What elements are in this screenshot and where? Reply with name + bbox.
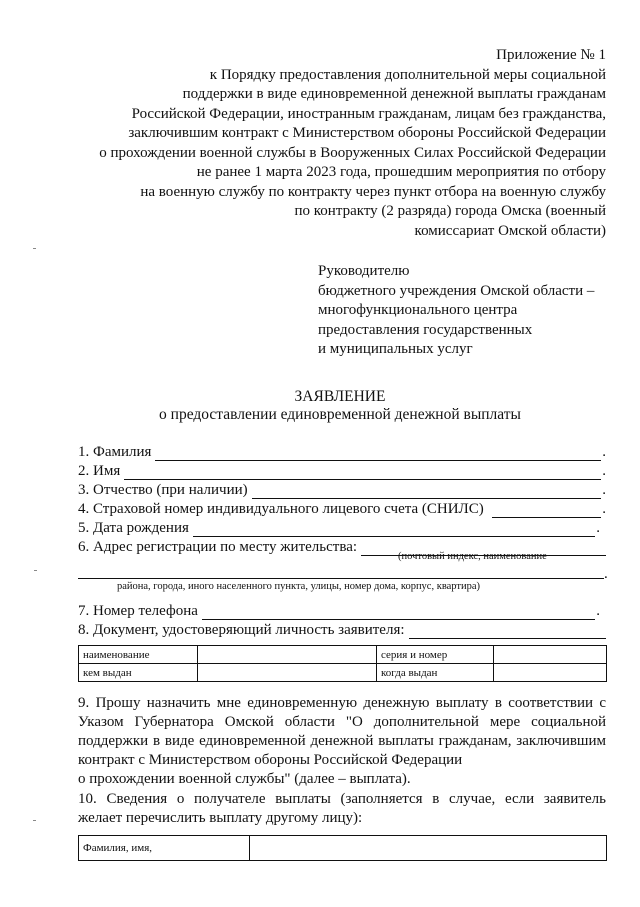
request-paragraph-end: о прохождении военной службы" (далее – выплата). [78, 771, 411, 787]
addressee-line: и муниципальных услуг [318, 341, 473, 357]
addressee-line: Руководителю [318, 263, 410, 279]
table-input-cell[interactable] [250, 836, 607, 861]
name-label: 2. Имя [78, 463, 121, 479]
field-period: . [602, 463, 606, 479]
appendix-line: поддержки в виде единовременной денежной выплаты гражданам [182, 86, 606, 102]
table-label-cell: серия и номер [377, 646, 494, 664]
appendix-line: к Порядку предоставления дополнительной меры социальной [209, 66, 606, 83]
table-input-cell[interactable] [198, 646, 377, 664]
snils-field[interactable] [78, 500, 606, 518]
field-period: . [602, 501, 606, 517]
recipient-table [78, 835, 607, 861]
request-paragraph: 9. Прошу назначить мне единовременную денежную выплату в соответствии с Указом Губернатора Омской области "О дополнительной мере социальной поддержки в виде единовременной денежной выплаты гражданам, заключившим контракт с Министерством обороны Российской Федерации [78, 695, 606, 768]
table-label-cell: Фамилия, имя, [79, 836, 250, 861]
phone-field[interactable] [78, 602, 600, 620]
appendix-line: по контракту (2 разряда) города Омска (военный [294, 203, 606, 219]
appendix-line: не ранее 1 марта 2023 года, прошедшим мероприятия по отбору [196, 164, 606, 180]
birth-date-label: 5. Дата рождения [78, 520, 189, 536]
address-hint-1: (почтовый индекс, наименование [398, 551, 547, 562]
name-input-line[interactable] [124, 465, 601, 480]
recipient-paragraph-end: желает перечислить выплату другому лицу): [78, 810, 363, 826]
document-subtitle: о предоставлении единовременной денежной выплаты [159, 406, 521, 423]
appendix-line: на военную службу по контракту через пункт отбора на военную службу [140, 183, 606, 200]
table-row [79, 664, 607, 682]
scan-speck [34, 570, 37, 571]
appendix-line: комиссариат Омской области) [414, 222, 606, 239]
appendix-line: о прохождении военной службы в Вооруженных Силах Российской Федерации [99, 144, 606, 161]
phone-input-line[interactable] [202, 605, 595, 620]
field-period: . [596, 603, 600, 619]
patronymic-label: 3. Отчество (при наличии) [78, 482, 248, 498]
phone-label: 7. Номер телефона [78, 603, 198, 619]
address-label: 6. Адрес регистрации по месту жительства: [78, 539, 358, 555]
table-label-cell: когда выдан [377, 664, 494, 682]
address-input-line-2[interactable] [78, 578, 604, 579]
patronymic-input-line[interactable] [252, 484, 602, 499]
table-label-cell: кем выдан [79, 664, 198, 682]
document-title: ЗАЯВЛЕНИЕ [294, 388, 386, 405]
patronymic-field[interactable] [78, 481, 606, 499]
table-input-cell[interactable] [198, 664, 377, 682]
table-row [79, 836, 607, 861]
address-hint-2: района, города, иного населенного пункта, улицы, номер дома, корпус, квартира) [117, 581, 481, 592]
table-input-cell[interactable] [494, 664, 607, 682]
snils-label: 4. Страховой номер индивидуального лицевого счета (СНИЛС) [78, 501, 484, 517]
addressee-line: бюджетного учреждения Омской области – [318, 282, 595, 299]
field-period: . [604, 566, 608, 582]
id-document-input-line[interactable] [409, 624, 606, 639]
scan-speck [33, 820, 36, 821]
field-period: . [602, 482, 606, 498]
field-period: . [602, 444, 606, 460]
recipient-paragraph: 10. Сведения о получателе выплаты (заполняется в случае, если заявитель [78, 791, 606, 807]
table-label-cell: наименование [79, 646, 198, 664]
id-document-table [78, 645, 607, 682]
id-document-label: 8. Документ, удостоверяющий личность заявителя: [78, 622, 405, 638]
snils-input-line[interactable] [492, 503, 602, 518]
name-field[interactable] [78, 462, 606, 480]
scan-speck [33, 248, 36, 249]
surname-label: 1. Фамилия [78, 444, 152, 460]
id-document-field [78, 621, 606, 639]
surname-input-line[interactable] [155, 446, 601, 461]
appendix-header [99, 46, 606, 241]
birth-date-field[interactable] [78, 519, 600, 537]
appendix-line: заключившим контракт с Министерством обороны Российской Федерации [128, 125, 606, 141]
surname-field[interactable] [78, 443, 606, 461]
table-input-cell[interactable] [494, 646, 607, 664]
addressee-line: предоставления государственных [318, 321, 533, 338]
table-row [79, 646, 607, 664]
addressee-line: многофункционального центра [318, 302, 518, 318]
appendix-line: Приложение № 1 [496, 47, 606, 63]
field-period: . [596, 520, 600, 536]
appendix-line: Российской Федерации, иностранным гражданам, лицам без гражданства, [131, 105, 606, 122]
addressee-block [318, 262, 594, 360]
birth-date-input-line[interactable] [193, 522, 595, 537]
